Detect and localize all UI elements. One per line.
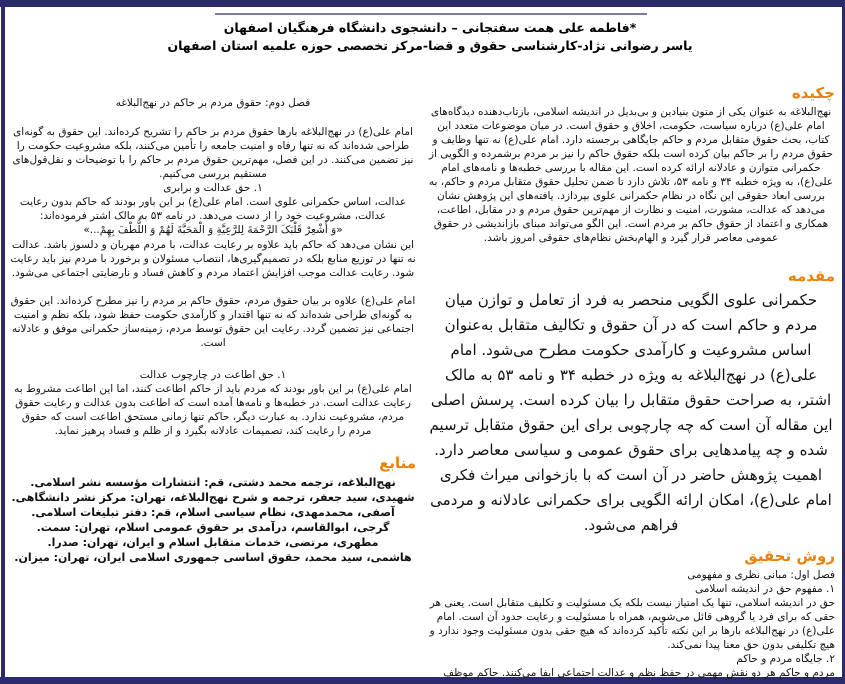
chapter2-intro-paragraph: امام علی(ع) در نهج‌البلاغه بارها حقوق مردم بر حاکم را تشریح کرده‌اند. این حقوق به گونه‌ای طراحی شده‌اند که نه تنها رفاه و امنیت جامعه را تأمین می‌کنند، بلکه مشروعیت حکومت را نیز تضمین می‌کنند. در این فصل، مهم‌ترین حقوق مردم بر حاکم را با توضیحات و نقل‌قول‌های مستقیم بررسی می‌کنیم.: [12, 126, 414, 180]
author-line-2: یاسر رضوانی نژاد-کارشناسی حقوق و قضا-مرکز تخصصی حوزه علمیه استان اصفهان: [167, 38, 693, 53]
method-heading: روش تحقیق: [744, 547, 835, 565]
abstract-text: نهج‌البلاغه به عنوان یکی از متون بنیادین و بی‌بدیل در اندیشه اسلامی، بازتاب‌دهنده دیدگاه‌های امام علی(ع) درباره سیاست، حکومت، اخلاق و حقوق است. در میان موضوعات متعدد این کتاب، بحث حقوق متقابل مردم و حاکم جایگاهی برجسته دارد. امام علی(ع) نه تنها وظایف و حقوق مردم را بر حاکم بیان کرده است بلکه حقوق حاکم را نیز بر مردم برشمرده و الگویی از حکمرانی متوازن و عادلانه ارائه کرده است. این مقاله با بررسی خطبه‌ها و نامه‌های امام علی(ع)، به ویژه خطبه ۳۴ و نامه ۵۳، تلاش دارد تا ضمن تحلیل حقوق متقابل مردم و حاکم، به بررسی ابعاد حقوقی این نگاه در نظام حکمرانی علوی بپردازد. یافته‌های این پژوهش نشان می‌دهد که عدالت، مشورت، امنیت و نظارت از مهم‌ترین حقوق مردم و در مقابل، اطاعت، همکاری و اعتماد از حقوق حاکم بر مردم است. این الگو می‌تواند مبنای بازاندیشی در حقوق عمومی معاصر قرار گیرد و الهام‌بخش نظام‌های حقوقی امروز باشد.: [428, 106, 834, 244]
justice-explanation: این نشان می‌دهد که حاکم باید علاوه بر رعایت عدالت، با مردم مهربان و دلسوز باشد. عدالت نه تنها در توزیع منابع بلکه در تصمیم‌گیری‌ها، انتصاب مسئولان و برخورد با مردم نیز باید رعایت شود. رعایت عدالت موجب افزایش اعتماد مردم و کاهش فساد و نارضایتی اجتماعی می‌شود.: [10, 239, 416, 279]
introduction-text: حکمرانی علوی الگویی منحصر به فرد از تعامل و توازن میان مردم و حاکم است که در آن حقوق و تکالیف متقابل به‌عنوان اساس مشروعیت و کارآمدی حکومت مطرح می‌شود. امام علی(ع) در نهج‌البلاغه به ویژه در خطبه ۳۴ و نامه ۵۳ به مالک اشتر، به صراحت حقوق متقابل را بیان کرده است. پرسش اصلی این مقاله آن است که چه چارچوبی برای این حقوق متقابل ترسیم شده و چه پیامدهایی برای حقوق عمومی و سیاسی معاصر دارد. اهمیت پژوهش حاضر در آن است که با بازخوانی میراث فکری امام علی(ع)، امکان ارائه الگویی برای حکمرانی عادلانه و مردمی فراهم می‌شود.: [429, 291, 833, 534]
method-paragraph-1: حق در اندیشه اسلامی، تنها یک امتیاز نیست بلکه یک مسئولیت و تکلیف متقابل است. یعنی هر حقی که برای فرد یا گروهی قائل می‌شویم، همراه با مسئولیت و رعایت حدود آن است. امام علی(ع) در نهج‌البلاغه بارها بر این نکته تأکید کرده‌اند که هیچ حقی بدون مسئولیت وجود ندارد و هیچ تکلیفی بدون حق معنا پیدا نمی‌کند.: [429, 597, 835, 651]
method-chapter-title: فصل اول: مبانی نظری و مفهومی: [687, 569, 835, 581]
justice-paragraph: عدالت، اساس حکمرانی علوی است. امام علی(ع) بر این باور بودند که حاکم بدون رعایت عدالت، مشروعیت خود را از دست می‌دهد. در نامه ۵۳ به مالک اشتر فرموده‌اند:: [19, 196, 407, 222]
obedience-right-heading: ۱. حق اطاعت در چارچوب عدالت: [139, 369, 287, 381]
reference-item: شهیدی، سید جعفر، ترجمه و شرح نهج‌البلاغه، تهران: مرکز نشر دانشگاهی.: [11, 491, 415, 504]
ruler-rights-paragraph: امام علی(ع) علاوه بر بیان حقوق مردم، حقوق حاکم بر مردم را نیز مطرح کرده‌اند. این حقوق به گونه‌ای طراحی شده‌اند که نه تنها اقتدار و کارآمدی حکومت حفظ شود، بلکه نظم و امنیت اجتماعی نیز تضمین گردد. رعایت این حقوق توسط مردم، زمینه‌ساز حکمرانی موفق و عادلانه است.: [10, 295, 416, 349]
reference-item: گرجی، ابوالقاسم، درآمدی بر حقوق عمومی اسلام، تهران: سمت.: [36, 521, 390, 534]
reference-item: آصفی، محمدمهدی، نظام سیاسی اسلام، قم: دفتر تبلیغات اسلامی.: [31, 506, 395, 519]
arabic-quote: «وَ أَشْعِرْ قَلْبَکَ الرَّحْمَةَ لِلرَّعِیَّةِ وَ الْمَحَبَّةَ لَهُمْ وَ اللُّطْفَ بِهِمْ...»: [83, 224, 343, 236]
method-section: [427, 568, 835, 680]
reference-item: هاشمی، سید محمد، حقوق اساسی جمهوری اسلامی ایران، تهران: میزان.: [14, 551, 412, 564]
method-subheading-2: ۲. جایگاه مردم و حاکم: [736, 653, 835, 665]
top-border-bar: [0, 0, 845, 7]
reference-item: مطهری، مرتضی، خدمات متقابل اسلام و ایران، تهران: صدرا.: [47, 536, 379, 549]
method-paragraph-2: مردم و حاکم هر دو نقش مهمی در حفظ نظم و عدالت اجتماعی ایفا می‌کنند. حاکم موظف: [443, 667, 835, 679]
obedience-paragraph: امام علی(ع) بر این باور بودند که مردم باید از حاکم اطاعت کنند، اما این اطاعت مشروط به رعایت عدالت است. در خطبه‌ها و نامه‌ها آمده است که اطاعت بدون عدالت و رعایت حقوق مردم، مشروعیت ندارد. به عبارت دیگر، حاکم تنها زمانی مستحق اطاعت است که حقوق مردم را رعایت کند، تصمیمات عادلانه بگیرد و از ظلم و فساد پرهیز نماید.: [14, 383, 412, 437]
author-line-1: *فاطمه علی همت سفتجانی – دانشجوی دانشگاه فرهنگیان اصفهان: [223, 20, 637, 35]
abstract-heading: چکیده: [791, 84, 835, 102]
introduction-heading: مقدمه: [787, 267, 835, 285]
header-divider-line: [215, 13, 647, 15]
chapter2-title: فصل دوم: حقوق مردم بر حاکم در نهج‌البلاغه: [115, 97, 311, 109]
author-header: [160, 19, 700, 55]
right-column: [427, 84, 835, 680]
references-list: [10, 475, 416, 565]
method-subheading-1: ۱. مفهوم حق در اندیشه اسلامی: [695, 583, 835, 595]
reference-item: نهج‌البلاغه، ترجمه محمد دشتی، قم: انتشارات مؤسسه نشر اسلامی.: [30, 476, 396, 489]
left-border-strip: [1, 0, 5, 684]
justice-right-heading: ۱. حق عدالت و برابری: [163, 182, 263, 194]
references-heading: منابع: [379, 454, 416, 472]
left-column: [10, 96, 416, 565]
